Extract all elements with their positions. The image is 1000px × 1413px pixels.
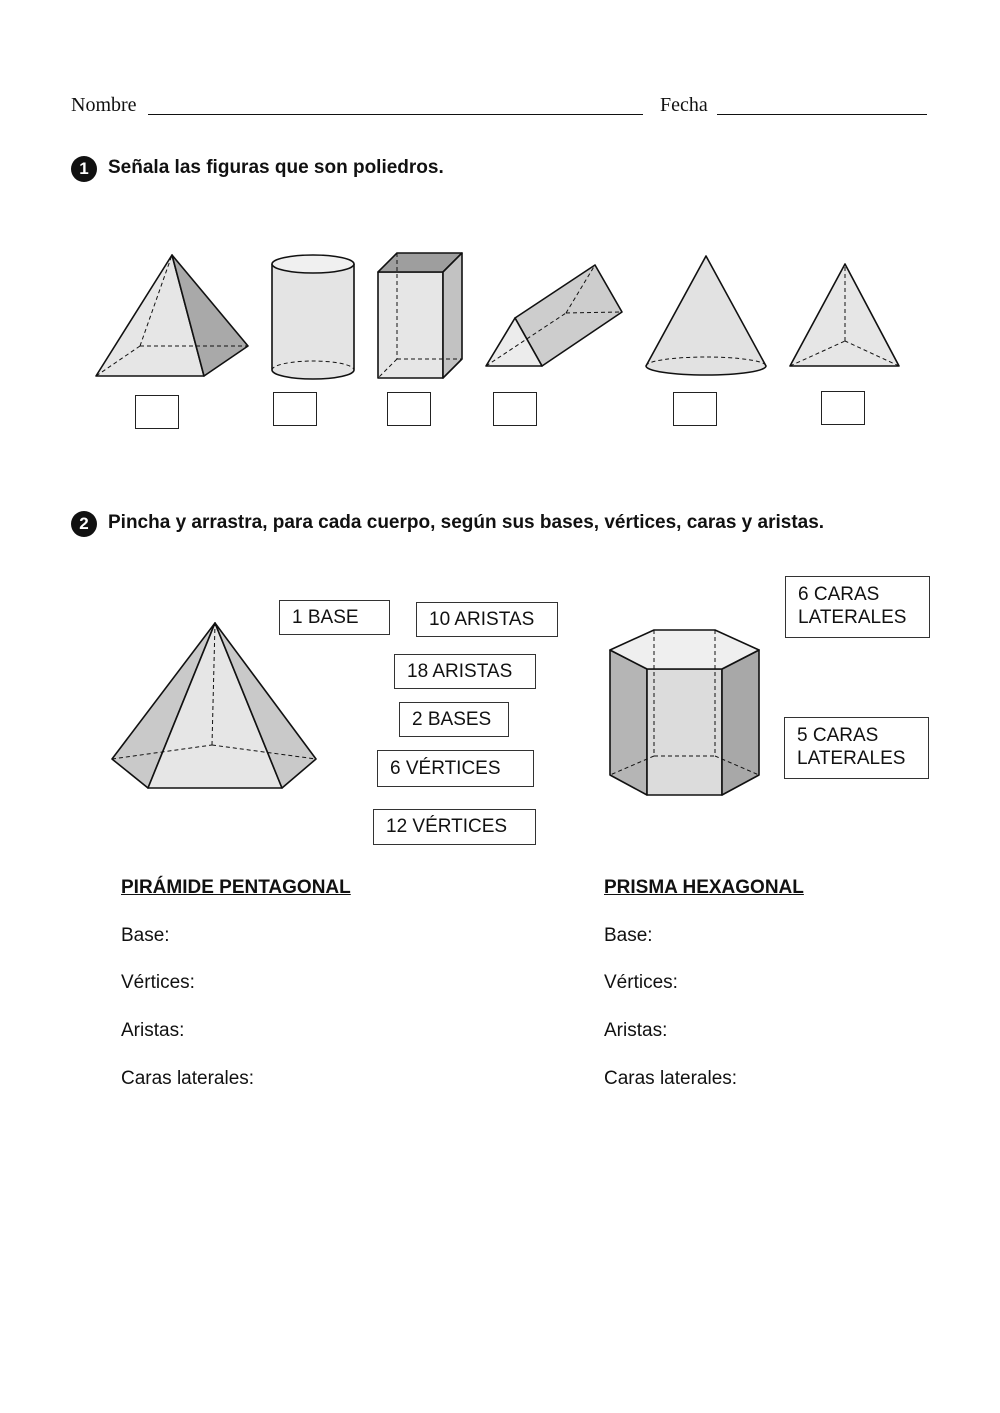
question-1-text: Señala las figuras que son poliedros. xyxy=(108,157,444,178)
checkbox-triangular-pyramid[interactable] xyxy=(821,391,865,425)
prism-heading: PRISMA HEXAGONAL xyxy=(604,877,804,898)
rectangular-prism-icon xyxy=(378,253,462,378)
square-pyramid-icon xyxy=(96,255,248,376)
cone-icon xyxy=(646,256,766,375)
date-label: Fecha xyxy=(660,94,708,116)
question-2-number: 2 xyxy=(71,511,97,537)
chip-1-base[interactable]: 1 BASE xyxy=(279,600,390,635)
prism-edges-label[interactable]: Aristas: xyxy=(604,1020,668,1041)
question-2-text: Pincha y arrastra, para cada cuerpo, según sus bases, vértices, caras y aristas. xyxy=(108,512,825,533)
checkbox-square-pyramid[interactable] xyxy=(135,395,179,429)
name-label: Nombre xyxy=(71,94,137,116)
chip-18-aristas[interactable]: 18 ARISTAS xyxy=(394,654,536,689)
checkbox-cylinder[interactable] xyxy=(273,392,317,426)
pyramid-heading: PIRÁMIDE PENTAGONAL xyxy=(121,877,351,898)
prism-faces-label[interactable]: Caras laterales: xyxy=(604,1068,738,1089)
prism-vertices-label[interactable]: Vértices: xyxy=(604,972,678,993)
question-1-number: 1 xyxy=(71,156,97,182)
chip-10-aristas[interactable]: 10 ARISTAS xyxy=(416,602,558,637)
chip-6-vertices[interactable]: 6 VÉRTICES xyxy=(377,750,534,787)
hexagonal-prism-icon xyxy=(610,630,759,795)
pyramid-base-label[interactable]: Base: xyxy=(121,925,170,946)
prism-base-label[interactable]: Base: xyxy=(604,925,653,946)
pyramid-faces-label[interactable]: Caras laterales: xyxy=(121,1068,255,1089)
pyramid-edges-label[interactable]: Aristas: xyxy=(121,1020,185,1041)
chip-6-caras-laterales[interactable]: 6 CARAS LATERALES xyxy=(785,576,930,638)
checkbox-triangular-prism[interactable] xyxy=(493,392,537,426)
chip-2-bases[interactable]: 2 BASES xyxy=(399,702,509,737)
pyramid-vertices-label[interactable]: Vértices: xyxy=(121,972,195,993)
chip-12-vertices[interactable]: 12 VÉRTICES xyxy=(373,809,536,845)
cylinder-icon xyxy=(272,255,354,379)
pentagonal-pyramid-icon xyxy=(112,623,316,788)
checkbox-rectangular-prism[interactable] xyxy=(387,392,431,426)
chip-5-caras-laterales[interactable]: 5 CARAS LATERALES xyxy=(784,717,929,779)
checkbox-cone[interactable] xyxy=(673,392,717,426)
triangular-prism-icon xyxy=(486,265,622,366)
triangular-pyramid-icon xyxy=(790,264,899,366)
